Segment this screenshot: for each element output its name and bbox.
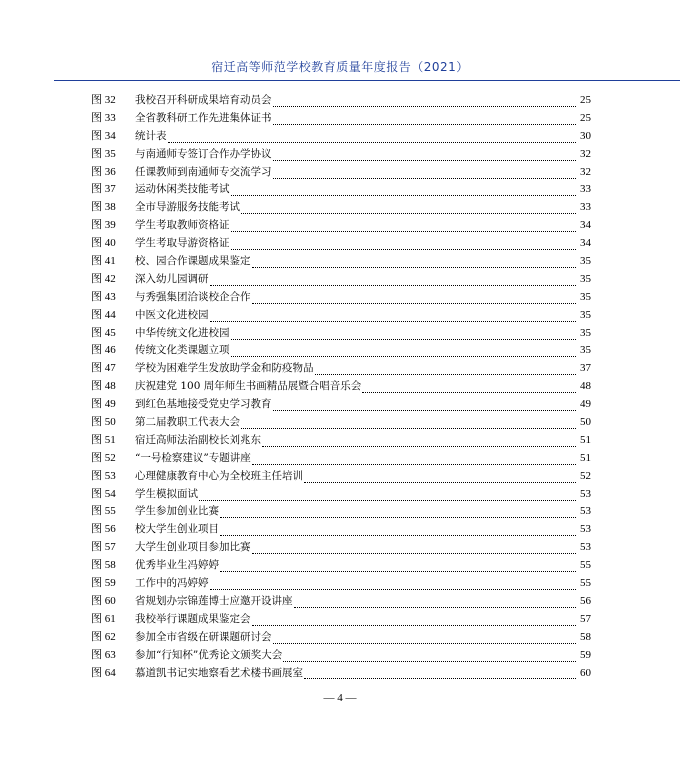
figure-number: 图 55 (91, 505, 116, 518)
figure-page-number: 25 (580, 94, 591, 106)
figure-page-number: 35 (580, 272, 591, 285)
figure-page-number: 59 (580, 648, 591, 661)
figure-number: 图 53 (91, 469, 116, 482)
toc-entry[interactable] (91, 199, 591, 217)
figure-number: 图 52 (91, 451, 116, 464)
figure-title: 我校召开科研成果培育动员会 (135, 94, 272, 106)
figure-title: 全市导游服务技能考试 (135, 201, 240, 214)
figure-page-number: 48 (580, 380, 591, 393)
figure-title: 中华传统文化进校园 (135, 326, 230, 339)
figure-page-number: 53 (580, 541, 591, 554)
figure-number: 图 50 (91, 416, 116, 429)
figure-number: 图 48 (91, 380, 116, 393)
figure-number: 图 34 (91, 129, 116, 142)
figure-number: 图 56 (91, 523, 116, 536)
figure-title: 参加“行知杯”优秀论文颁奖大会 (135, 648, 283, 661)
figure-number: 图 62 (91, 630, 116, 643)
figure-page-number: 52 (580, 469, 591, 482)
figure-page-number: 32 (580, 147, 591, 160)
figure-number: 图 43 (91, 290, 116, 303)
figure-title: 运动休闲类技能考试 (135, 183, 230, 196)
toc-entry[interactable] (91, 110, 591, 128)
toc-entry[interactable] (91, 468, 591, 486)
dot-leader (315, 373, 577, 375)
dot-leader (220, 516, 576, 518)
figure-number: 图 49 (91, 398, 116, 411)
dot-leader (210, 284, 577, 286)
figure-title: 与南通师专签订合作办学协议 (135, 147, 272, 160)
dot-leader (231, 248, 577, 250)
figure-page-number: 53 (580, 523, 591, 536)
toc-entry[interactable] (91, 414, 591, 432)
dot-leader (231, 230, 577, 232)
figure-number: 图 41 (91, 255, 116, 268)
figure-number: 图 59 (91, 577, 116, 590)
figure-page-number: 35 (580, 326, 591, 339)
toc-entry[interactable] (91, 253, 591, 271)
figure-page-number: 55 (580, 559, 591, 572)
figure-number: 图 63 (91, 648, 116, 661)
figure-title: 第二届教职工代表大会 (135, 416, 240, 429)
dot-leader (273, 105, 577, 107)
figure-page-number: 25 (580, 111, 591, 124)
figure-page-number: 55 (580, 577, 591, 590)
dot-leader (252, 302, 577, 304)
toc-entry[interactable] (91, 647, 591, 665)
figure-number: 图 61 (91, 612, 116, 625)
toc-entry[interactable] (91, 521, 591, 539)
figure-number: 图 37 (91, 183, 116, 196)
figure-number: 图 51 (91, 433, 116, 446)
figure-title: 大学生创业项目参加比赛 (135, 541, 251, 554)
figure-number: 图 33 (91, 111, 116, 124)
dot-leader (252, 463, 576, 465)
toc-entry[interactable] (91, 128, 591, 146)
figure-page-number: 53 (580, 487, 591, 500)
figure-page-number: 33 (580, 183, 591, 196)
dot-leader (252, 266, 577, 268)
figure-number: 图 44 (91, 308, 116, 321)
figure-page-number: 51 (580, 433, 591, 446)
figure-title: 任课教师到南通师专交流学习 (135, 165, 272, 178)
toc-entry[interactable] (91, 235, 591, 253)
dot-leader (273, 642, 577, 644)
figure-title: 学生参加创业比赛 (135, 505, 219, 518)
figure-number: 图 42 (91, 272, 116, 285)
toc-entry[interactable] (91, 164, 591, 182)
toc-entry[interactable] (91, 539, 591, 557)
figure-page-number: 34 (580, 237, 591, 250)
figure-number: 图 54 (91, 487, 116, 500)
figure-title: 统计表 (135, 129, 167, 142)
figure-title: 传统文化类课题立项 (135, 344, 230, 357)
figure-page-number: 35 (580, 255, 591, 268)
dot-leader (304, 677, 576, 679)
figure-title: 心理健康教育中心为全校班主任培训 (135, 469, 303, 482)
toc-entry[interactable] (91, 665, 591, 683)
figure-number: 图 39 (91, 219, 116, 232)
dot-leader (220, 570, 576, 572)
figure-page-number: 53 (580, 505, 591, 518)
toc-entry[interactable] (91, 575, 591, 593)
dot-leader (283, 660, 576, 662)
figure-page-number: 35 (580, 290, 591, 303)
figure-title: 优秀毕业生冯婷婷 (135, 559, 219, 572)
figure-page-number: 49 (580, 398, 591, 411)
figure-page-number: 56 (580, 594, 591, 607)
page-header-title: 宿迁高等师范学校教育质量年度报告（2021） (211, 60, 469, 74)
figure-number: 图 38 (91, 201, 116, 214)
dot-leader (220, 534, 576, 536)
figure-title: 庆祝建党 100 周年师生书画精品展暨合唱音乐会 (135, 380, 362, 393)
figure-title: 校大学生创业项目 (135, 523, 219, 536)
figure-page-number: 30 (580, 129, 591, 142)
figure-page-number: 33 (580, 201, 591, 214)
figure-title: 宿迁高师法治副校长刘兆东 (135, 433, 261, 446)
figure-title: 校、园合作课题成果鉴定 (135, 255, 251, 268)
figure-number: 图 47 (91, 362, 116, 375)
figure-number: 图 40 (91, 237, 116, 250)
dot-leader (304, 481, 576, 483)
toc-entry[interactable] (91, 503, 591, 521)
dot-leader (231, 355, 577, 357)
figure-page-number: 37 (580, 362, 591, 375)
dot-leader (262, 445, 576, 447)
toc-entry[interactable] (91, 342, 591, 360)
figure-title: 省规划办宗锦莲博士应邀开设讲座 (135, 594, 293, 607)
figure-number: 图 36 (91, 165, 116, 178)
toc-entry[interactable] (91, 307, 591, 325)
header-divider (54, 80, 680, 81)
figure-title: 深入幼儿园调研 (135, 272, 209, 285)
toc-entry[interactable] (91, 557, 591, 575)
toc-entry[interactable] (91, 593, 591, 611)
dot-leader (273, 123, 577, 125)
dot-leader (241, 212, 576, 214)
dot-leader (241, 427, 576, 429)
figure-page-number: 35 (580, 344, 591, 357)
toc-entry[interactable] (91, 450, 591, 468)
figure-title: “一号检察建议”专题讲座 (135, 451, 251, 464)
toc-entry[interactable] (91, 360, 591, 378)
figure-title: 学生考取导游资格证 (135, 237, 230, 250)
toc-entry[interactable] (91, 396, 591, 414)
figure-title: 中医文化进校园 (135, 308, 209, 321)
dot-leader (273, 409, 577, 411)
dot-leader (362, 391, 576, 393)
figure-title: 学生考取教师资格证 (135, 219, 230, 232)
dot-leader (210, 588, 577, 590)
toc-entry[interactable] (91, 629, 591, 647)
figure-page-number: 60 (580, 666, 591, 679)
toc-entry[interactable] (91, 92, 591, 110)
figure-list (91, 92, 591, 682)
figure-number: 图 45 (91, 326, 116, 339)
dot-leader (273, 159, 577, 161)
dot-leader (294, 606, 577, 608)
toc-entry[interactable] (91, 486, 591, 504)
figure-title: 参加全市省级在研课题研讨会 (135, 630, 272, 643)
toc-entry[interactable] (91, 378, 591, 396)
figure-page-number: 58 (580, 630, 591, 643)
figure-page-number: 51 (580, 451, 591, 464)
dot-leader (273, 177, 577, 179)
toc-entry[interactable] (91, 271, 591, 289)
figure-title: 慕道凯书记实地察看艺术楼书画展室 (135, 666, 303, 679)
toc-entry[interactable] (91, 181, 591, 199)
figure-title: 学生模拟面试 (135, 487, 198, 500)
figure-title: 学校为困难学生发放助学金和防疫物品 (135, 362, 314, 375)
dot-leader (252, 552, 577, 554)
figure-page-number: 34 (580, 219, 591, 232)
dot-leader (210, 320, 577, 322)
figure-page-number: 32 (580, 165, 591, 178)
dot-leader (168, 141, 577, 143)
figure-page-number: 57 (580, 612, 591, 625)
toc-entry[interactable] (91, 325, 591, 343)
dot-leader (252, 624, 577, 626)
dot-leader (231, 338, 577, 340)
toc-entry[interactable] (91, 432, 591, 450)
figure-number: 图 58 (91, 559, 116, 572)
figure-number: 图 46 (91, 344, 116, 357)
figure-title: 我校举行课题成果鉴定会 (135, 612, 251, 625)
toc-entry[interactable] (91, 289, 591, 307)
figure-number: 图 60 (91, 594, 116, 607)
figure-title: 到红色基地接受党史学习教育 (135, 398, 272, 411)
figure-page-number: 50 (580, 416, 591, 429)
toc-entry[interactable] (91, 611, 591, 629)
dot-leader (199, 499, 576, 501)
figure-title: 全省教科研工作先进集体证书 (135, 111, 272, 124)
figure-number: 图 64 (91, 666, 116, 679)
figure-number: 图 57 (91, 541, 116, 554)
figure-number: 图 32 (91, 94, 116, 106)
figure-title: 工作中的冯婷婷 (135, 577, 209, 590)
toc-entry[interactable] (91, 146, 591, 164)
dot-leader (231, 194, 577, 196)
figure-title: 与秀强集团洽谈校企合作 (135, 290, 251, 303)
toc-entry[interactable] (91, 217, 591, 235)
figure-number: 图 35 (91, 147, 116, 160)
page-number: — 4 — (323, 692, 357, 704)
figure-page-number: 35 (580, 308, 591, 321)
